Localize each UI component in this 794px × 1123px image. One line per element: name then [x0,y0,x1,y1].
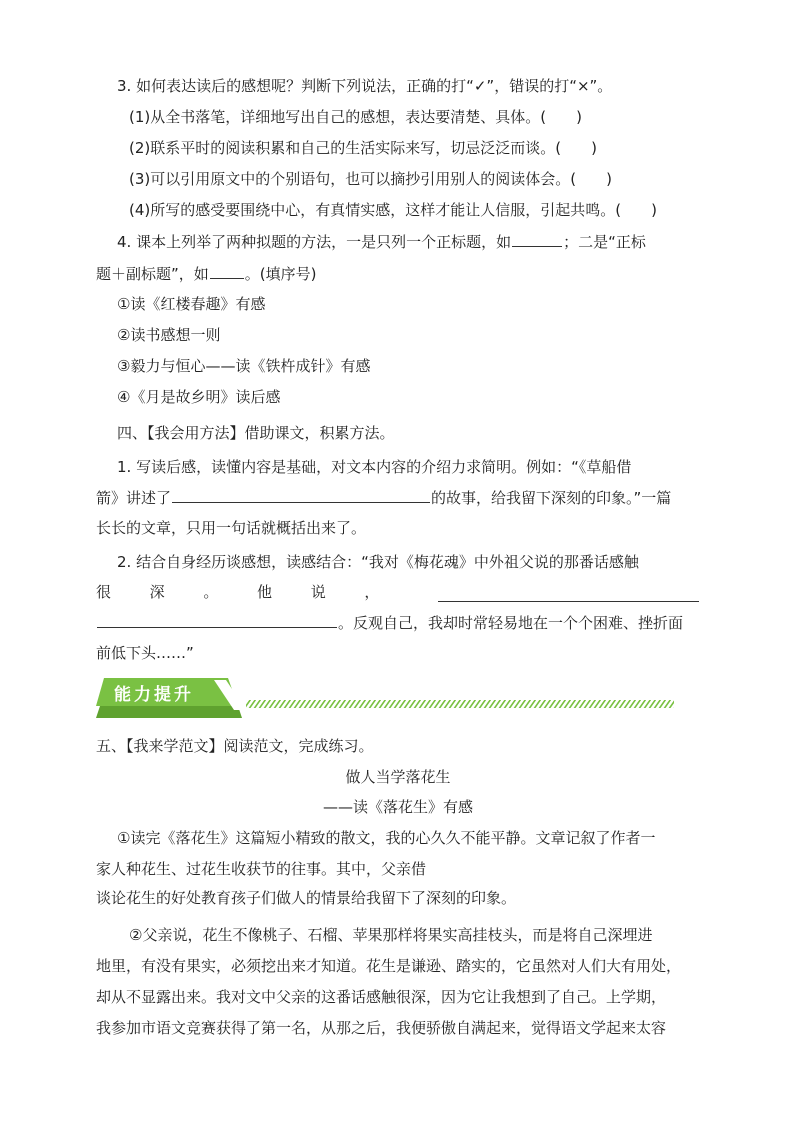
essay-p2-line-2: 地里，有没有果实，必须挖出来才知道。花生是谦逊、踏实的，它虽然对人们大有用处， [96,957,682,975]
q4-text-a: 4. 课本上列举了两种拟题的方法，一是只列一个正标题，如 [117,233,512,251]
essay-subtitle: ——读《落花生》有感 [322,798,473,816]
q4-blank-1[interactable] [512,231,562,247]
q2-word-4: 他 [257,583,273,601]
q3-item-4: (4)所写的感受要围绕中心，有真情实感，这样才能让人信服，引起共鸣。( ) [129,201,657,219]
q2-word-1: 很 [96,583,112,601]
section4-q2-line-2 [96,582,700,602]
section4-q1-line-2 [96,487,696,508]
q3-item-3: (3)可以引用原文中的个别语句，也可以摘抄引用别人的阅读体会。( ) [129,170,612,188]
section4-q2-line-3 [96,612,696,633]
q3-item-2: (2)联系平时的阅读积累和自己的生活实际来写，切忌泛泛而谈。( ) [129,139,597,157]
q3-item-1: (1)从全书落笔，详细地写出自己的感想，表达要清楚、具体。( ) [129,108,582,126]
section4-q2-line-1: 2. 结合自身经历谈感想，读感结合：“我对《梅花魂》中外祖父说的那番话感触 [117,553,639,571]
section4-q1-line-1: 1. 写读后感，读懂内容是基础，对文本内容的介绍力求简明。例如：“《草船借 [117,458,632,476]
essay-p2-line-1: ②父亲说，花生不像桃子、石榴、苹果那样将果实高挂枝头，而是将自己深埋进 [129,926,653,944]
q4-option-3: ③毅力与恒心——读《铁杵成针》有感 [117,357,371,375]
ability-banner [96,676,676,720]
q4-line-1 [117,231,697,252]
essay-p1-line-2: 家人种花生、过花生收获节的往事。其中，父亲借 [96,860,427,878]
q4-line-2 [96,263,696,284]
banner-hatch-line [246,700,674,708]
section4-q1-text-b: 的故事，给我留下深刻的印象。”一篇 [431,489,672,507]
essay-p1-line-1: ①读完《落花生》这篇短小精致的散文，我的心久久不能平静。文章记叙了作者一 [117,829,656,847]
q4-option-4: ④《月是故乡明》读后感 [117,388,281,406]
essay-p2-line-4: 我参加市语文竞赛获得了第一名，从那之后，我便骄傲自满起来，觉得语文学起来太容 [96,1019,667,1037]
essay-p1-line-3: 谈论花生的好处教育孩子们做人的情景给我留下了深刻的印象。 [96,889,517,907]
q4-option-1: ①读《红楼春趣》有感 [117,295,266,313]
section4-q2-line-4: 前低下头……” [96,644,194,662]
section4-q2-blank-1[interactable] [438,586,699,602]
section4-q1-text-a: 箭》讲述了 [96,489,172,507]
banner-label: 能力提升 [114,685,194,705]
q4-option-2: ②读书感想一则 [117,326,221,344]
q4-blank-2[interactable] [210,263,244,279]
section4-q1-blank[interactable] [172,487,430,503]
q4-text-c: 题＋副标题”，如 [96,265,209,283]
q2-word-2: 深 [149,583,165,601]
section4-heading: 四、【我会用方法】借助课文，积累方法。 [117,424,395,442]
q2-word-3: 。 [203,583,219,601]
section5-heading: 五、【我来学范文】阅读范文，完成练习。 [96,737,374,755]
essay-p2-line-3: 却从不显露出来。我对文中父亲的这番话感触很深，因为它让我想到了自己。上学期， [96,988,667,1006]
q4-text-b: ；二是“正标 [563,233,646,251]
section4-q1-line-3: 长长的文章，只用一句话就概括出来了。 [96,519,367,537]
essay-title: 做人当学落花生 [345,768,451,786]
banner-tab-shadow [96,706,242,718]
section4-q2-blank-2[interactable] [97,612,337,628]
q4-text-d: 。(填序号) [244,265,317,283]
q2-word-5: 说 [310,583,326,601]
q3-stem: 3. 如何表达读后的感想呢？判断下列说法，正确的打“✓”，错误的打“×”。 [117,77,613,95]
section4-q2-text: 。反观自己，我却时常轻易地在一个个困难、挫折面 [338,614,684,632]
q2-word-6: ， [364,583,380,601]
